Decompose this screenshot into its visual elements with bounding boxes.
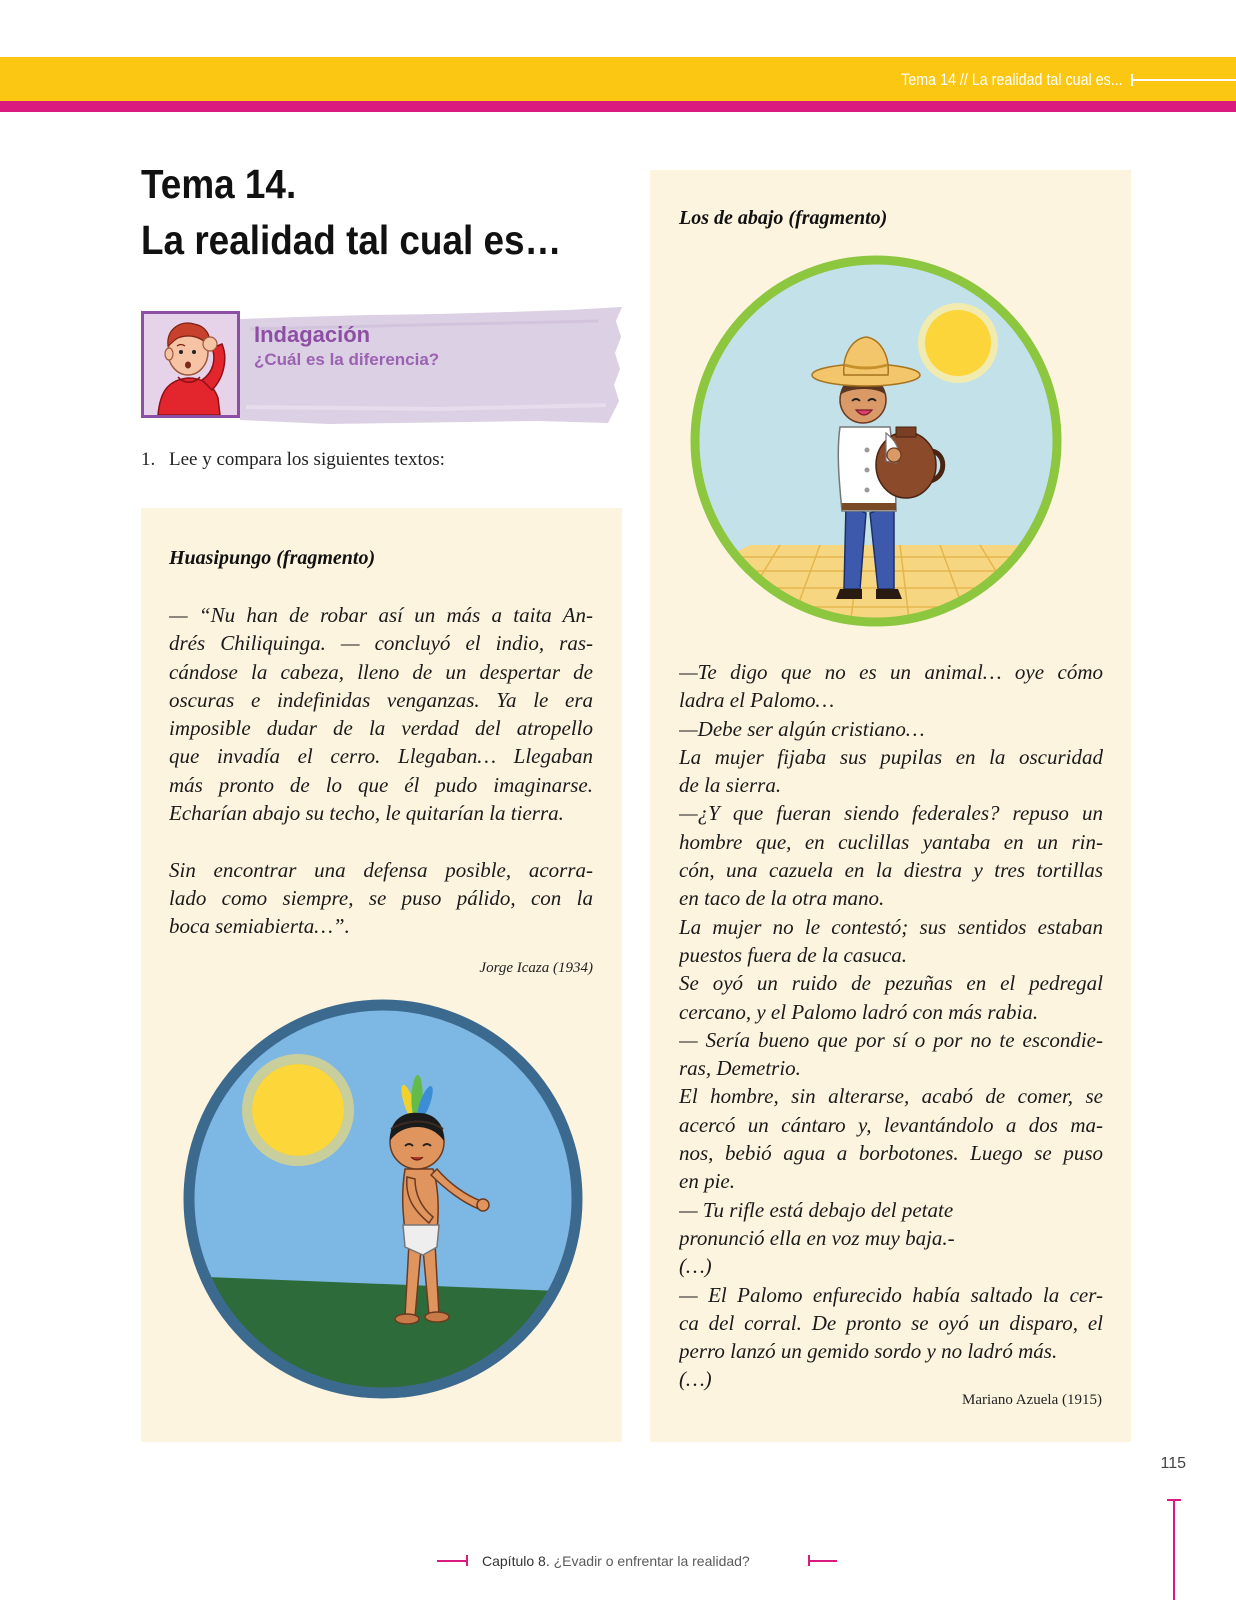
text-line: Echarían abajo su techo, le quitarían la tierra. (169, 801, 564, 826)
instruction-number: 1. (141, 449, 156, 470)
footer-chapter-title: ¿Evadir o enfrentar la realidad? (553, 1553, 750, 1569)
footer-rule-right (808, 1560, 837, 1562)
paragraph (679, 1082, 1103, 1195)
thinking-boy-icon (144, 314, 237, 415)
page-title-number: Tema 14. (141, 161, 297, 207)
text-line: —¿Y que fueran siendo federales? repuso un (679, 801, 1103, 826)
paragraph (679, 1224, 1103, 1252)
text-line: hombre que, en cuclillas yantaba en un rin- (679, 829, 1103, 854)
text-line: (…) (679, 1367, 712, 1392)
text-line: — Tu rifle está debajo del petate (679, 1197, 954, 1222)
header-stripe (0, 101, 1236, 112)
text-line: que invadía el cerro. Llegaban… Llegaban (169, 744, 593, 769)
text-line: (…) (679, 1254, 712, 1279)
text-line: — “Nu han de robar así un más a taita An- (169, 603, 593, 627)
running-title-tick (1131, 74, 1133, 86)
text-body (169, 601, 593, 941)
page-number: 115 (1160, 1455, 1186, 1472)
footer-tick-left (466, 1555, 468, 1566)
text-line: ladra el Palomo… (679, 688, 835, 713)
text-line: perro lanzó un gemido sordo y no ladró más. (679, 1339, 1058, 1364)
text-line: nos, bebió agua a borbotones. Luego se puso (679, 1141, 1103, 1166)
running-title-rule (1131, 79, 1236, 81)
text-line: ca del corral. De pronto se oyó un disparo, el (679, 1310, 1103, 1335)
paragraph (679, 1196, 1103, 1224)
text-line: en pie. (679, 1169, 735, 1194)
text-line: drés Chiliquinga. — concluyó el indio, ras- (169, 631, 593, 656)
indagacion-avatar (141, 311, 240, 418)
text-line: pronunció ella en voz muy baja.- (679, 1225, 955, 1250)
sombrero-boy-illustration (690, 255, 1062, 627)
text-line: acercó un cántaro y, levantándolo a dos ma- (679, 1112, 1103, 1137)
text-line: cón, una cazuela en la diestra y tres tortillas (679, 858, 1103, 883)
indagacion-question: ¿Cuál es la diferencia? (254, 350, 440, 369)
text-line: Sin encontrar una defensa posible, acorra- (169, 857, 593, 882)
margin-rule (1173, 1500, 1175, 1600)
paragraph (679, 969, 1103, 1026)
instruction-text: Lee y compara los siguientes textos: (169, 449, 445, 470)
paragraph (679, 658, 1103, 715)
text-body (679, 658, 1103, 1394)
text-line: boca semiabierta…”. (169, 914, 350, 939)
text-line: cercano, y el Palomo ladró con más rabia. (679, 999, 1039, 1024)
indigenous-boy-illustration (183, 999, 583, 1399)
text-line: La mujer no le contestó; sus sentidos estaban (679, 914, 1103, 939)
text-line: de la sierra. (679, 773, 782, 798)
running-title: Tema 14 // La realidad tal cual es... (901, 70, 1123, 89)
footer-chapter-number: Capítulo 8. (482, 1553, 550, 1569)
text-line: —Debe ser algún cristiano… (679, 716, 925, 741)
text-line: Se oyó un ruido de pezuñas en el pedregal (679, 971, 1103, 996)
text-line: — Sería bueno que por sí o por no te escondie- (679, 1027, 1103, 1052)
indagacion-heading: Indagación (254, 322, 371, 347)
footer-chapter (482, 1552, 750, 1570)
footer-tick-right (808, 1555, 810, 1566)
text-title: Los de abajo (fragmento) (679, 207, 888, 229)
paragraph (169, 601, 593, 827)
text-line: —Te digo que no es un animal… oye cómo (679, 660, 1103, 684)
text-title: Huasipungo (fragmento) (169, 547, 376, 569)
text-line: imposible dudar de la verdad del atropello (169, 716, 593, 741)
paragraph (679, 1252, 1103, 1280)
text-author: Mariano Azuela (1915) (962, 1392, 1102, 1408)
paragraph (169, 856, 593, 941)
text-line: El hombre, sin alterarse, acabó de comer, se (679, 1084, 1103, 1109)
paragraph (679, 715, 1103, 743)
text-line: oscuras e indefinidas venganzas. Ya le era (169, 687, 593, 712)
paragraph (679, 1026, 1103, 1083)
paragraph (679, 913, 1103, 970)
text-author: Jorge Icaza (1934) (479, 960, 593, 976)
paragraph (679, 799, 1103, 912)
footer-rule-left (437, 1560, 468, 1562)
paragraph (679, 743, 1103, 800)
paragraph (679, 1281, 1103, 1366)
activity-instruction (141, 449, 445, 471)
text-line: ras, Demetrio. (679, 1056, 801, 1081)
page-title: La realidad tal cual es… (141, 217, 562, 263)
text-line: lado como siempre, se puso pálido, con la (169, 885, 593, 910)
text-line: La mujer fijaba sus pupilas en la oscuridad (679, 744, 1103, 769)
text-line: en taco de la otra mano. (679, 886, 885, 911)
text-line: cándose la cabeza, lleno de un despertar de (169, 659, 593, 684)
text-line: más pronto de lo que él pudo imaginarse. (169, 772, 593, 797)
margin-rule-tick (1167, 1499, 1181, 1501)
text-line: puestos fuera de la casuca. (679, 942, 908, 967)
text-line: — El Palomo enfurecido había saltado la cer- (679, 1282, 1103, 1307)
